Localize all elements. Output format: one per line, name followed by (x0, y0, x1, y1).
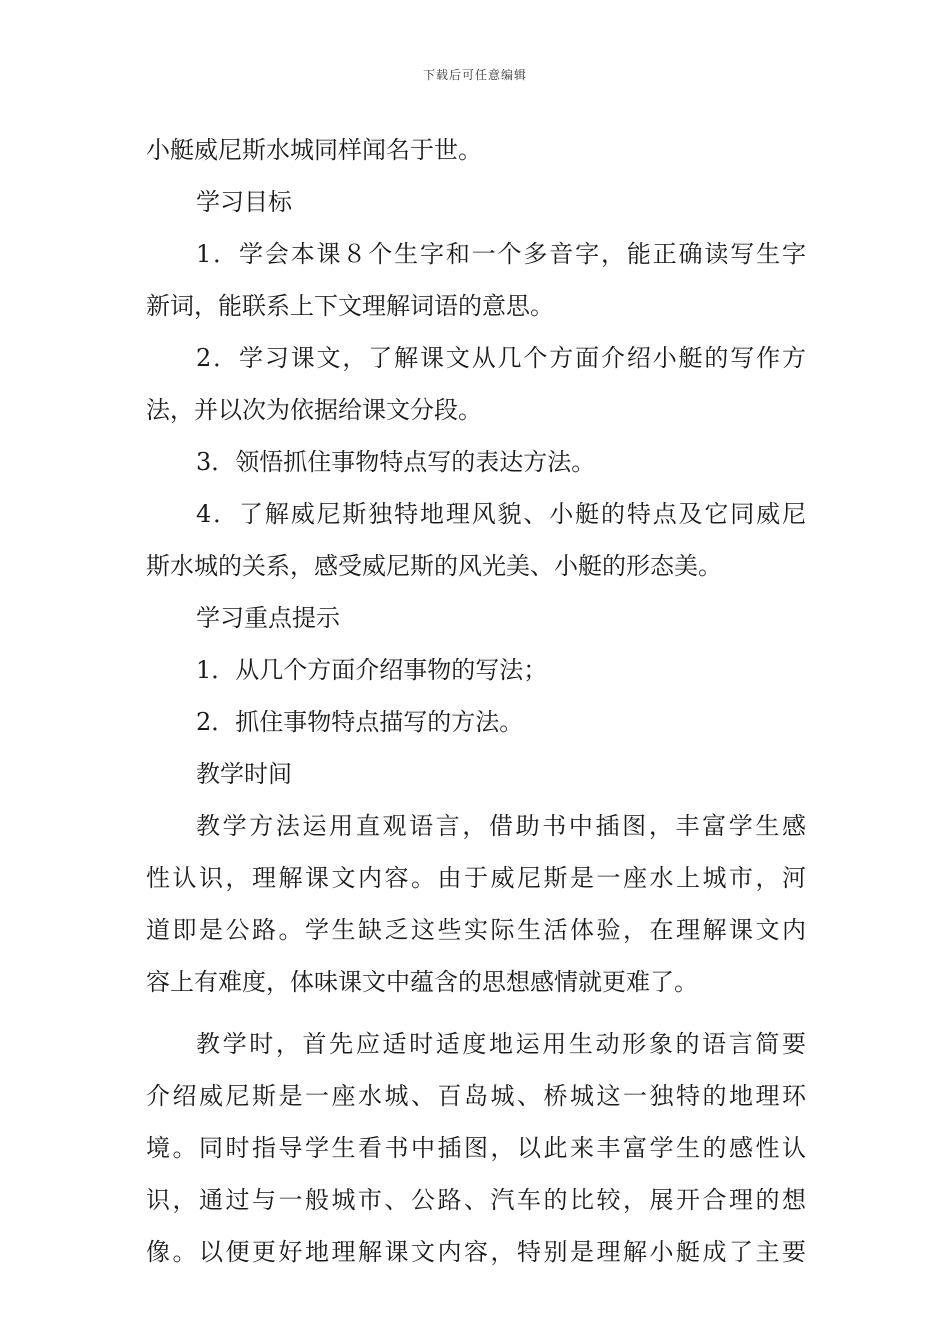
goal-3-line: 3．领悟抓住事物特点写的表达方法。 (196, 448, 596, 476)
teaching-method-line: 容上有难度，体味课文中蕴含的思想感情就更难了。 (146, 968, 698, 996)
goal-2-line: 法，并以次为依据给课文分段。 (146, 396, 482, 424)
teaching-approach-line: 像。以便更好地理解课文内容，特别是理解小艇成了主要 (146, 1238, 806, 1266)
key-point-2-line: 2．抓住事物特点描写的方法。 (196, 708, 524, 736)
teaching-approach-line: 识，通过与一般城市、公路、汽车的比较，展开合理的想 (146, 1186, 806, 1214)
teaching-method-line: 道即是公路。学生缺乏这些实际生活体验，在理解课文内 (146, 916, 806, 944)
goal-1-line: 新词，能联系上下文理解词语的意思。 (146, 292, 554, 320)
page-header-note: 下载后可任意编辑 (422, 68, 527, 82)
goal-4-line: 4．了解威尼斯独特地理风貌、小艇的特点及它同威尼 (196, 500, 806, 528)
goal-2-line: 2．学习课文，了解课文从几个方面介绍小艇的写作方 (196, 344, 806, 372)
heading-key-points: 学习重点提示 (196, 604, 340, 632)
teaching-approach-line: 介绍威尼斯是一座水城、百岛城、桥城这一独特的地理环 (146, 1082, 806, 1110)
teaching-approach-line: 教学时，首先应适时适度地运用生动形象的语言简要 (196, 1030, 806, 1058)
goal-1-line: 1．学会本课８个生字和一个多音字，能正确读写生字 (196, 240, 806, 268)
heading-learning-goals: 学习目标 (196, 188, 292, 216)
paragraph-gap (146, 1008, 806, 1018)
key-point-1-line: 1．从几个方面介绍事物的写法； (196, 656, 548, 684)
document-body (146, 124, 806, 1278)
goal-4-line: 斯水城的关系，感受威尼斯的风光美、小艇的形态美。 (146, 552, 722, 580)
paragraph-line: 小艇威尼斯水城同样闻名于世。 (146, 136, 482, 164)
teaching-method-line: 教学方法运用直观语言，借助书中插图，丰富学生感 (196, 812, 806, 840)
teaching-approach-line: 境。同时指导学生看书中插图，以此来丰富学生的感性认 (146, 1134, 806, 1162)
heading-teaching-time: 教学时间 (196, 760, 292, 788)
teaching-method-line: 性认识，理解课文内容。由于威尼斯是一座水上城市，河 (146, 864, 806, 892)
